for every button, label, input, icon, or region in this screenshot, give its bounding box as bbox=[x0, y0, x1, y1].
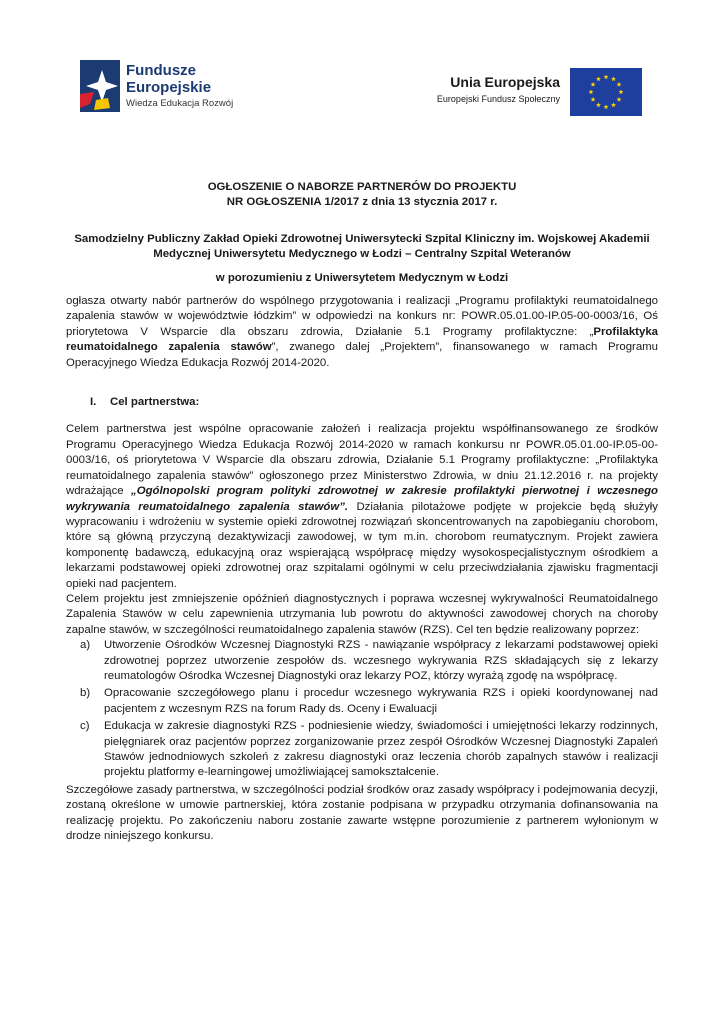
announcement-title-line2: NR OGŁOSZENIA 1/2017 z dnia 13 stycznia 2017 r. bbox=[226, 196, 498, 209]
section-paragraph-2: Celem projektu jest zmniejszenie opóźnień diagnostycznych i poprawa wczesnej wykrywalności Reumatoidalnego Zapalenia Stawów w celu zapewnienia utrzymania lub powrotu do aktywności zawodowej chorych na choroby zapalne stawów, w szczególności reumatoidalnego zapalenia stawów (RZS). Cel ten będzie realizowany poprzez: bbox=[66, 592, 658, 636]
section-heading bbox=[66, 395, 658, 410]
list-item bbox=[66, 638, 658, 684]
fe-logo-line1: Fundusze bbox=[126, 62, 196, 79]
document-body bbox=[66, 180, 658, 844]
section-paragraph-1 bbox=[66, 422, 658, 591]
list-item-text: Opracowanie szczegółowego planu i procedur wczesnego wykrywania RZS i opieki koordynowanej nad pacjentem z wczesnym RZS na forum Rady ds. Oceny i Ewaluacji bbox=[104, 687, 658, 715]
list-marker: c) bbox=[80, 720, 90, 733]
intro-text-1: ogłasza otwarty nabór partnerów do wspólnego przygotowania i realizacji „Programu profilaktyki reumatoidalnego zapalenia stawów w województwie łódzkim” w odpowiedzi na konkurs nr: POWR.05.01.00-IP.05-00-0003/16, Oś priorytetowa V Wsparcie dla obszaru zdrowia, Działanie 5.1 Programy profilaktyczne: „ bbox=[66, 295, 658, 338]
list-item bbox=[66, 686, 658, 717]
p1-text-2: Działania pilotażowe podjęte w projekcie będą służyły wypracowaniu i wdrożeniu w systemie opieki zdrowotnej rozwiązań skoncentrowanych na zapobieganiu chorobom, które są główną przyczyną dezaktywizacji zawodowej, w tym m.in. chorobom reumatycznym. Projekt zawiera komponentę badawczą, edukacyjną oraz wspierającą współpracę między wysokospecjalistycznym ośrodkiem a lekarzami podstawowej opieki zdrowotnej oraz szpitalami ogólnymi w celu przeciwdziałania zjawisku fragmentacji opieki nad pacjentem. bbox=[66, 500, 658, 590]
p1-text-1: Celem partnerstwa jest wspólne opracowanie założeń i realizacja projektu współfinansowanego ze środków Programu Operacyjnego Wiedza Edukacja Rozwój 2014-2020 w ramach konkursu nr POWR.05.01.00-IP.05-00-0003/16, oś priorytetowa V Wsparcie dla obszaru zdrowia, Działanie 5.1 Programy profilaktyczne: „Profilaktyka reumatoidalnego zapalenia stawów” ogłoszonego przez Ministerstwo Zdrowia, w dniu 21.12.2016 r. na projekty wdrażające bbox=[66, 423, 658, 498]
fe-logo-line2: Europejskie bbox=[126, 79, 212, 96]
institution-name: Samodzielny Publiczny Zakład Opieki Zdrowotnej Uniwersytecki Szpital Kliniczny im. Wojskowej Akademii Medycznej Uniwersytetu Medycznego w Łodzi – Centralny Szpital Weteranów bbox=[74, 232, 650, 261]
list-item bbox=[66, 719, 658, 781]
announcement-title bbox=[66, 180, 658, 211]
ue-logo-title: Unia Europejska bbox=[450, 74, 560, 90]
agreement-line: w porozumieniu z Uniwersytetem Medycznym w Łodzi bbox=[215, 271, 509, 284]
section-paragraph-3: Szczegółowe zasady partnerstwa, w szczególności podział środków oraz zasady współpracy i podejmowania decyzji, zostaną określone w umowie partnerskiej, która zostanie podpisana w przypadku otrzymania dofinansowania na realizację projektu. Po zakończeniu naboru zostanie zawarte wstępne porozumienie z partnerem wyłonionym w drodze niniejszego konkursu. bbox=[66, 783, 658, 843]
section-number: I. bbox=[90, 396, 97, 409]
p1-italic-program: „Ogólnopolski program polityki zdrowotnej w zakresie profilaktyki pierwotnej i wczesnego wykrywania reumatoidalnego zapalenia stawów”. bbox=[66, 485, 659, 513]
unia-europejska-logo bbox=[420, 68, 650, 118]
eu-flag-icon bbox=[570, 68, 642, 116]
list-item-text: Utworzenie Ośrodków Wczesnej Diagnostyki RZS - nawiązanie współpracy z lekarzami podstawowej opieki zdrowotnej poprzez utworzenie zespołów ds. wczesnego wykrywania RZS składających się z lekarzy reumatologów Ośrodka Wczesnej Diagnostyki oraz lekarzy POZ, którzy wyrażą zgodę na współpracę. bbox=[104, 639, 658, 682]
intro-bold-title: Profilaktyka reumatoidalnego zapalenia stawów bbox=[66, 325, 658, 354]
list-marker: a) bbox=[80, 639, 91, 652]
announcement-title-line1: OGŁOSZENIE O NABORZE PARTNERÓW DO PROJEKTU bbox=[207, 181, 517, 193]
fe-star-icon bbox=[80, 60, 120, 112]
list-marker: b) bbox=[80, 687, 91, 700]
intro-paragraph bbox=[66, 294, 658, 371]
goals-list bbox=[66, 638, 658, 781]
list-item-text: Edukacja w zakresie diagnostyki RZS - podniesienie wiedzy, świadomości i umiejętności lekarzy rodzinnych, pielęgniarek oraz pacjentów poprzez zorganizowanie przez zespół Ośrodków Wczesnej Diagnostyki Zapaleń Stawów jednodniowych szkoleń z zakresu diagnostyki oraz leczenia chorób zapalnych stawów i realizacji projektu platformy e-learningowej umożliwiającej samokształcenie. bbox=[104, 720, 658, 779]
ue-logo-subtitle: Europejski Fundusz Społeczny bbox=[436, 94, 560, 104]
fe-logo-subtitle: Wiedza Edukacja Rozwój bbox=[126, 98, 234, 109]
intro-text-2: ”, zwanego dalej „Projektem”, finansowanego w ramach Programu Operacyjnego Wiedza Edukacja Rozwój 2014-2020. bbox=[66, 341, 658, 369]
fundusze-europejskie-logo bbox=[80, 58, 260, 122]
section-title: Cel partnerstwa: bbox=[110, 396, 200, 409]
